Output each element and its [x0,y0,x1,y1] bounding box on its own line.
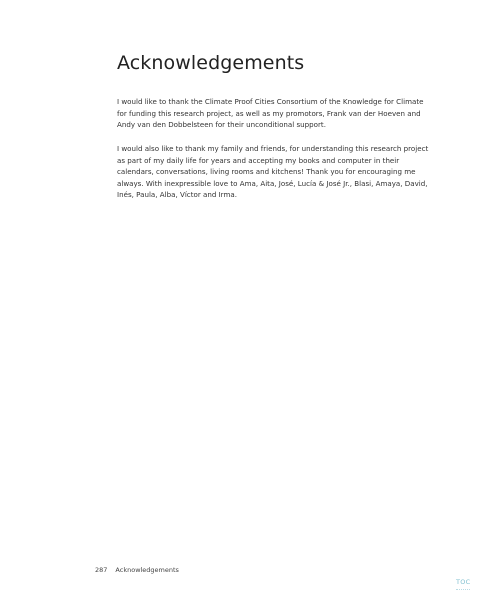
toc-link[interactable]: TOC [456,578,471,586]
paragraph-funding: I would like to thank the Climate Proof Cities Consortium of the Knowledge for Climate for funding this research project, as well as my promotors, Frank van der Hoeven and Andy van den Dobbelsteen for their unconditional support. [117,97,424,130]
footer-section-label: Acknowledgements [115,566,179,574]
toc-underline [456,587,470,590]
paragraph-family: I would also like to thank my family and friends, for understanding this research project as part of my daily life for years and accepting my books and computer in their calendars, conversations, living rooms and kitchens! Thank you for encouraging me always. With inexpressible love to Ama, Aita, José, Lucía & José Jr., Blasi, Amaya, David, Inés, Paula, Alba, Víctor and Irma. [117,144,429,200]
page-title: Acknowledgements [117,52,305,74]
page-footer [95,566,179,574]
page-number: 287 [95,566,108,574]
